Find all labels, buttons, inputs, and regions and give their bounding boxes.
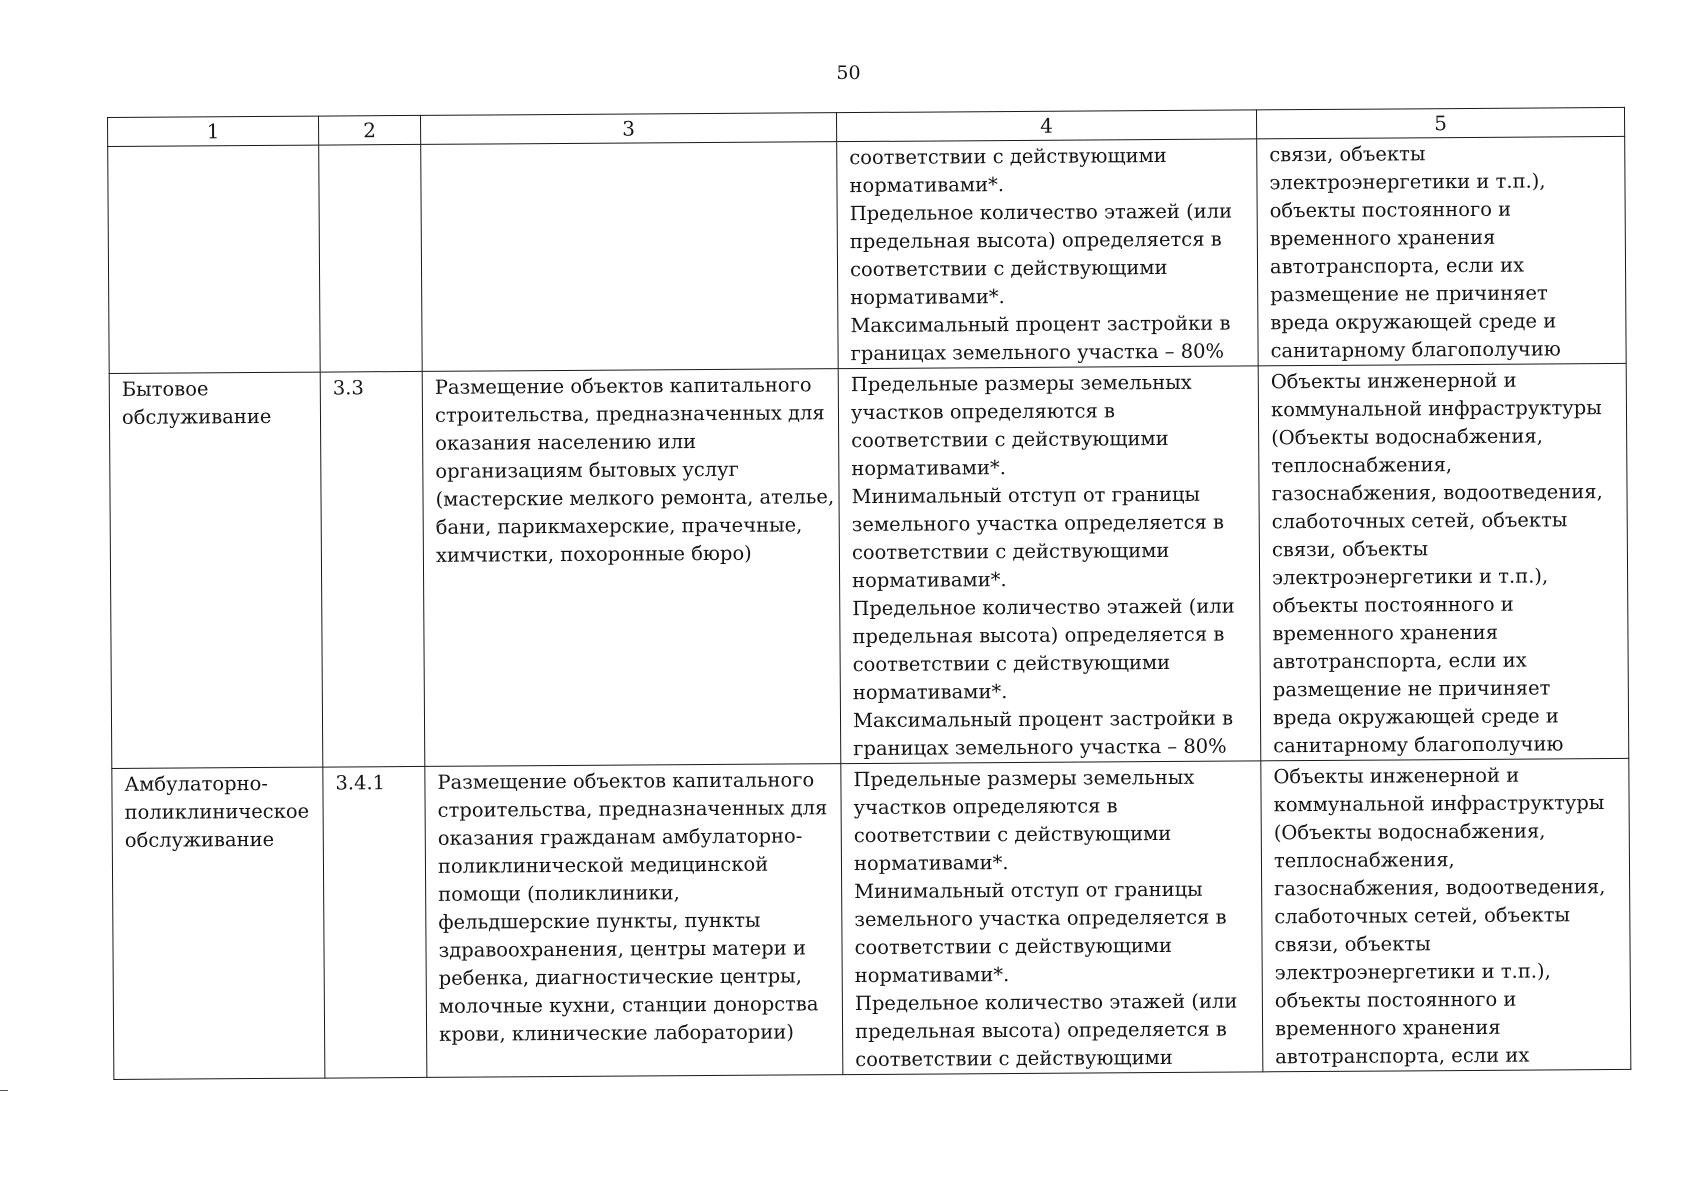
cell-text-line: обслуживание [124, 827, 275, 852]
cell-text-line: соответствии с действующими [849, 143, 1167, 170]
cell-text-line: Предельные размеры земельных [853, 765, 1195, 792]
cell-text-line: границах земельного участка – 80% [853, 734, 1227, 761]
cell-text-line: Бытовое [121, 377, 209, 401]
cell-text-line: вреда окружающей среде и [1270, 309, 1557, 335]
table-row [112, 758, 1631, 1079]
cell-text-line: газоснабжения, водоотведения, [1274, 875, 1606, 901]
cell-text-line: размещение не причиняет [1272, 676, 1551, 702]
cell-text-line: Предельное количество этажей (или [849, 199, 1233, 226]
cell-text-line: Предельные размеры земельных [850, 370, 1192, 397]
header-col-3: 3 [420, 113, 836, 145]
cell-text-line: электроэнергетики и т.п.), [1269, 169, 1546, 195]
cell-text-line: соответствии с действующими [854, 933, 1173, 960]
cell-text-line: ребенка, диагностические центры, [438, 964, 802, 990]
code-cell [319, 144, 423, 372]
cell-text-line: обслуживание [121, 404, 272, 429]
cell-text-line: Объекты инженерной и [1270, 368, 1517, 394]
cell-text-line: нормативами*. [852, 680, 1008, 705]
cell-text-line: нормативами*. [851, 456, 1006, 481]
cell-text-line: теплоснабжения, [1271, 453, 1453, 478]
cell-text-line: связи, объекты [1271, 537, 1429, 562]
table-row [108, 136, 1626, 373]
cell-text-line: объекты постоянного и [1272, 592, 1514, 618]
page-number: 50 [836, 62, 861, 84]
cell-text-line: нормативами*. [854, 963, 1010, 988]
cell-text-line: здравоохранения, центры матери и [438, 936, 807, 962]
cell-text-line: 3.4.1 [335, 771, 386, 795]
cell-text-line: временного хранения [1269, 225, 1496, 251]
cell-text-line: предельная высота) определяется в [852, 622, 1225, 649]
cell-text-line: (Объекты водоснабжения, [1273, 819, 1546, 845]
auxiliary-cell [1257, 136, 1626, 365]
land-use-table [107, 107, 1631, 1080]
description-cell [425, 764, 843, 1078]
use-type-cell [109, 372, 323, 768]
cell-text-line: земельного участка определяется в [854, 905, 1227, 932]
cell-text-line: коммунальной инфраструктуры [1270, 396, 1602, 422]
cell-text-line: помощи (поликлиники, [438, 881, 680, 906]
cell-text-line: коммунальной инфраструктуры [1273, 791, 1605, 817]
cell-text-line: строительства, предназначенных для [434, 401, 825, 427]
cell-text-line: соответствии с действующими [852, 650, 1171, 677]
description-cell [422, 369, 841, 767]
cell-text-line: соответствии с действующими [853, 821, 1172, 848]
table-body [108, 136, 1631, 1079]
cell-text-line: предельная высота) определяется в [849, 227, 1222, 254]
cell-text-line: 3.3 [332, 376, 364, 400]
code-cell [320, 371, 425, 767]
cell-text-line: химчистки, похоронные бюро) [435, 541, 752, 567]
margin-mark [0, 1090, 8, 1091]
cell-text-line: участков определяются в [850, 399, 1116, 425]
cell-text-line: Размещение объектов капитального [434, 373, 812, 399]
use-type-cell [112, 767, 325, 1079]
cell-text-line: электроэнергетики и т.п.), [1272, 564, 1549, 590]
description-cell [421, 142, 838, 372]
cell-text-line: земельного участка определяется в [851, 510, 1225, 537]
cell-text-line: временного хранения [1272, 620, 1499, 646]
cell-text-line: соответствии с действующими [851, 538, 1170, 565]
cell-text-line: предельная высота) определяется в [855, 1017, 1227, 1044]
cell-text-line: Размещение объектов капитального [437, 768, 815, 794]
cell-text-line: фельдшерские пункты, пункты [438, 908, 761, 934]
cell-text-line: санитарному благополучию [1270, 337, 1561, 363]
cell-text-line: оказания гражданам амбулаторно- [437, 824, 803, 850]
cell-text-line: размещение не причиняет [1270, 281, 1548, 307]
cell-text-line: оказания населению или [435, 430, 697, 455]
cell-text-line: Предельное количество этажей (или [852, 594, 1235, 621]
cell-text-line: слаботочных сетей, объекты [1274, 903, 1571, 929]
auxiliary-cell [1261, 758, 1631, 1071]
header-col-2: 2 [318, 115, 420, 145]
code-cell [323, 766, 427, 1078]
cell-text-line: соответствии с действующими [851, 426, 1169, 453]
header-col-5: 5 [1256, 107, 1624, 138]
cell-text-line: (мастерские мелкого ремонта, ателье, [435, 485, 835, 511]
cell-text-line: автотранспорта, если их [1275, 1043, 1530, 1069]
cell-text-line: молочные кухни, станции донорства [438, 992, 819, 1018]
cell-text-line: Максимальный процент застройки в [850, 311, 1231, 338]
cell-text-line: объекты постоянного и [1274, 987, 1517, 1013]
cell-text-line: автотранспорта, если их [1269, 253, 1525, 279]
header-col-1: 1 [108, 116, 319, 146]
cell-text-line: связи, объекты [1274, 932, 1431, 957]
cell-text-line: строительства, предназначенных для [437, 796, 828, 822]
cell-text-line: электроэнергетики и т.п.), [1274, 959, 1551, 985]
cell-text-line: нормативами*. [850, 285, 1005, 310]
cell-text-line: бани, парикмахерские, прачечные, [435, 513, 803, 539]
cell-text-line: соответствии с действующими [855, 1045, 1173, 1072]
auxiliary-cell [1258, 363, 1629, 760]
cell-text-line: нормативами*. [852, 568, 1007, 593]
cell-text-line: соответствии с действующими [849, 255, 1168, 282]
parameters-cell [838, 366, 1261, 764]
cell-text-line: Максимальный процент застройки в [852, 706, 1234, 733]
header-col-4: 4 [836, 110, 1256, 142]
cell-text-line: вреда окружающей среде и [1272, 704, 1559, 730]
cell-text-line: теплоснабжения, [1273, 848, 1455, 873]
cell-text-line: санитарному благополучию [1273, 732, 1564, 758]
cell-text-line: объекты постоянного и [1269, 197, 1512, 223]
cell-text-line: связи, объекты [1269, 142, 1426, 167]
cell-text-line: Объекты инженерной и [1273, 763, 1520, 789]
use-type-cell [108, 145, 321, 373]
cell-text-line: границах земельного участка – 80% [850, 339, 1225, 366]
cell-text-line: Предельное количество этажей (или [854, 989, 1238, 1016]
cell-text-line: Амбулаторно- [124, 771, 268, 796]
cell-text-line: слаботочных сетей, объекты [1271, 508, 1568, 534]
cell-text-line: нормативами*. [853, 851, 1009, 876]
parameters-cell [837, 139, 1258, 369]
cell-text-line: поликлиническое [124, 799, 310, 824]
cell-text-line: нормативами*. [849, 173, 1005, 198]
cell-text-line: (Объекты водоснабжения, [1271, 424, 1543, 450]
parameters-cell [841, 761, 1263, 1075]
cell-text-line: участков определяются в [853, 794, 1118, 820]
table-row [109, 363, 1629, 768]
cell-text-line: организациям бытовых услуг [435, 457, 739, 483]
cell-text-line: крови, клинические лаборатории) [439, 1020, 795, 1046]
cell-text-line: Минимальный отступ от границы [854, 877, 1203, 904]
cell-text-line: газоснабжения, водоотведения, [1271, 480, 1603, 506]
cell-text-line: временного хранения [1274, 1015, 1501, 1041]
cell-text-line: Минимальный отступ от границы [851, 482, 1201, 509]
cell-text-line: поликлинической медицинской [437, 852, 769, 878]
cell-text-line: автотранспорта, если их [1272, 648, 1527, 674]
